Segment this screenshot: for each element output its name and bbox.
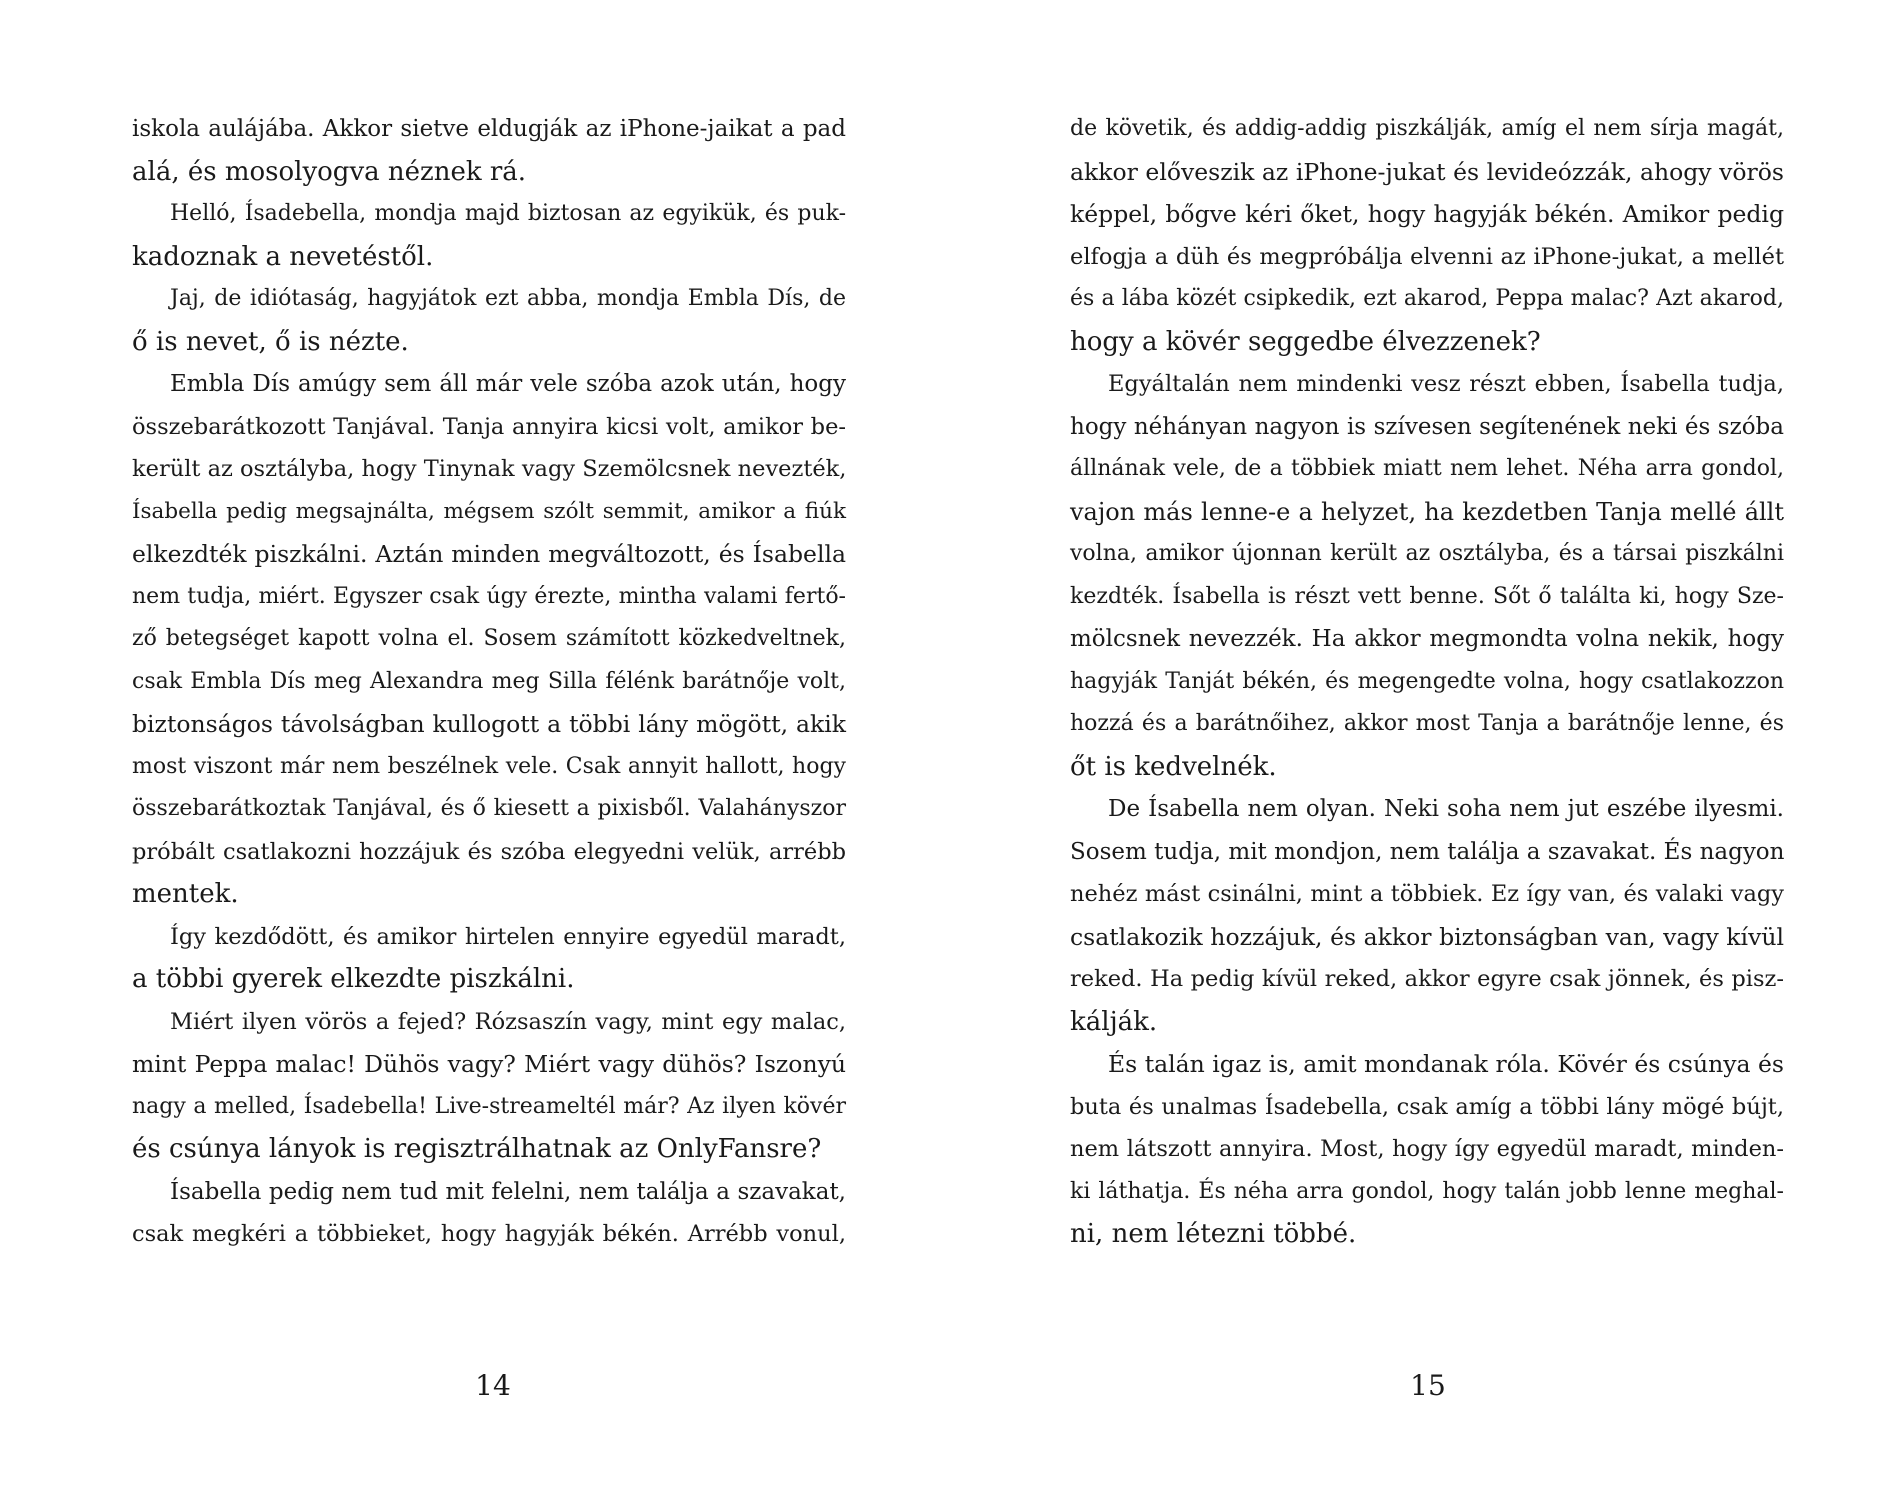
text-line: És talán igaz is, amit mondanak róla. Kövér és csúnya és	[1108, 1050, 1784, 1078]
text-line: akkor előveszik az iPhone-jukat és levideózzák, ahogy vörös	[1070, 157, 1784, 186]
right-page-text	[1070, 108, 1784, 1256]
text-line: mölcsnek nevezzék. Ha akkor megmondta volna nekik, hogy	[1070, 626, 1784, 652]
text-line: mentek.	[132, 879, 239, 909]
text-line: összebarátkoztak Tanjával, és ő kiesett a pixisből. Valahányszor	[132, 796, 846, 821]
text-line: ki láthatja. És néha arra gondol, hogy talán jobb lenne meghal-	[1070, 1178, 1784, 1204]
text-line: ni, nem létezni többé.	[1070, 1219, 1357, 1249]
text-line: próbált csatlakozni hozzájuk és szóba elegyedni velük, arrébb	[132, 838, 846, 865]
text-line: De Ísabella nem olyan. Neki soha nem jut eszébe ilyesmi.	[1108, 796, 1784, 822]
text-line: Miért ilyen vörös a fejed? Rózsaszín vagy, mint egy malac,	[170, 1008, 846, 1035]
text-line: képpel, bőgve kéri őket, hogy hagyják békén. Amikor pedig	[1070, 200, 1784, 228]
text-line: Ísabella pedig nem tud mit felelni, nem találja a szavakat,	[170, 1178, 846, 1205]
text-line: és csúnya lányok is regisztrálhatnak az OnlyFansre?	[132, 1134, 822, 1164]
text-line: most viszont már nem beszélnek vele. Csak annyit hallott, hogy	[132, 753, 846, 779]
text-line: hogy a kövér seggedbe élvezzenek?	[1070, 326, 1541, 357]
text-line: és a lába közét csipkedik, ezt akarod, Peppa malac? Azt akarod,	[1070, 286, 1784, 311]
text-line: Így kezdődött, és amikor hirtelen ennyire egyedül maradt,	[170, 923, 846, 950]
text-line: volna, amikor újonnan került az osztályba, és a társai piszkálni	[1070, 541, 1784, 566]
text-line: kadoznak a nevetéstől.	[132, 241, 434, 272]
page-number-right: 15	[1410, 1369, 1446, 1402]
text-line: elkezdték piszkálni. Aztán minden megváltozott, és Ísabella	[132, 540, 846, 568]
text-line: Egyáltalán nem mindenki vesz részt ebben, Ísabella tudja,	[1108, 371, 1784, 397]
text-line: Embla Dís amúgy sem áll már vele szóba azok után, hogy	[170, 371, 846, 397]
text-line: hozzá és a barátnőihez, akkor most Tanja a barátnője lenne, és	[1070, 711, 1784, 736]
text-line: nem tudja, miért. Egyszer csak úgy érezte, mintha valami fertő-	[132, 583, 846, 609]
text-line: buta és unalmas Ísadebella, csak amíg a többi lány mögé bújt,	[1070, 1093, 1784, 1120]
text-line: biztonságos távolságban kullogott a többi lány mögött, akik	[132, 710, 846, 738]
text-line: csak Embla Dís meg Alexandra meg Silla félénk barátnője volt,	[132, 668, 846, 694]
text-line: Jaj, de idiótaság, hagyjátok ezt abba, mondja Embla Dís, de	[170, 286, 846, 311]
text-line: nem látszott annyira. Most, hogy így egyedül maradt, minden-	[1070, 1136, 1784, 1162]
text-line: nagy a melled, Ísadebella! Live-streameltél már? Az ilyen kövér	[132, 1093, 846, 1119]
text-line: alá, és mosolyogva néznek rá.	[132, 156, 527, 187]
page-number-left: 14	[475, 1369, 511, 1402]
text-line: kálják.	[1070, 1006, 1158, 1037]
text-line: reked. Ha pedig kívül reked, akkor egyre csak jönnek, és pisz-	[1070, 966, 1784, 992]
text-line: vajon más lenne-e a helyzet, ha kezdetben Tanja mellé állt	[1070, 497, 1784, 526]
text-line: hagyják Tanját békén, és megengedte volna, hogy csatlakozzon	[1070, 668, 1784, 694]
text-line: a többi gyerek elkezdte piszkálni.	[132, 964, 575, 994]
text-line: iskola aulájába. Akkor sietve eldugják az iPhone-jaikat a pad	[132, 116, 846, 142]
text-line: összebarátkozott Tanjával. Tanja annyira kicsi volt, amikor be-	[132, 413, 846, 440]
text-line: kezdték. Ísabella is részt vett benne. Sőt ő találta ki, hogy Sze-	[1070, 583, 1784, 609]
text-line: elfogja a düh és megpróbálja elvenni az iPhone-jukat, a mellét	[1070, 243, 1784, 270]
text-line: állnának vele, de a többiek miatt nem lehet. Néha arra gondol,	[1070, 456, 1784, 481]
text-line: nehéz mást csinálni, mint a többiek. Ez így van, és valaki vagy	[1070, 881, 1784, 907]
text-line: mint Peppa malac! Dühös vagy? Miért vagy dühös? Iszonyú	[132, 1050, 846, 1078]
text-line: csatlakozik hozzájuk, és akkor biztonságban van, vagy kívül	[1070, 922, 1784, 951]
text-line: Helló, Ísadebella, mondja majd biztosan az egyikük, és puk-	[170, 201, 846, 226]
text-line: Sosem tudja, mit mondjon, nem találja a szavakat. És nagyon	[1070, 838, 1785, 865]
text-line: de követik, és addig-addig piszkálják, amíg el nem sírja magát,	[1070, 116, 1784, 141]
text-line: ő is nevet, ő is nézte.	[132, 326, 409, 357]
text-line: csak megkéri a többieket, hogy hagyják békén. Arrébb vonul,	[132, 1221, 846, 1247]
text-line: hogy néhányan nagyon is szívesen segítenének neki és szóba	[1070, 413, 1784, 440]
text-line: Ísabella pedig megsajnálta, mégsem szólt semmit, amikor a fiúk	[132, 498, 846, 524]
left-page-text	[132, 108, 846, 1256]
text-line: került az osztályba, hogy Tinynak vagy Szemölcsnek nevezték,	[132, 456, 847, 482]
text-line: őt is kedvelnék.	[1070, 751, 1277, 782]
right-page	[952, 0, 1904, 1500]
text-line: ző betegséget kapott volna el. Sosem számított közkedveltnek,	[132, 626, 846, 651]
